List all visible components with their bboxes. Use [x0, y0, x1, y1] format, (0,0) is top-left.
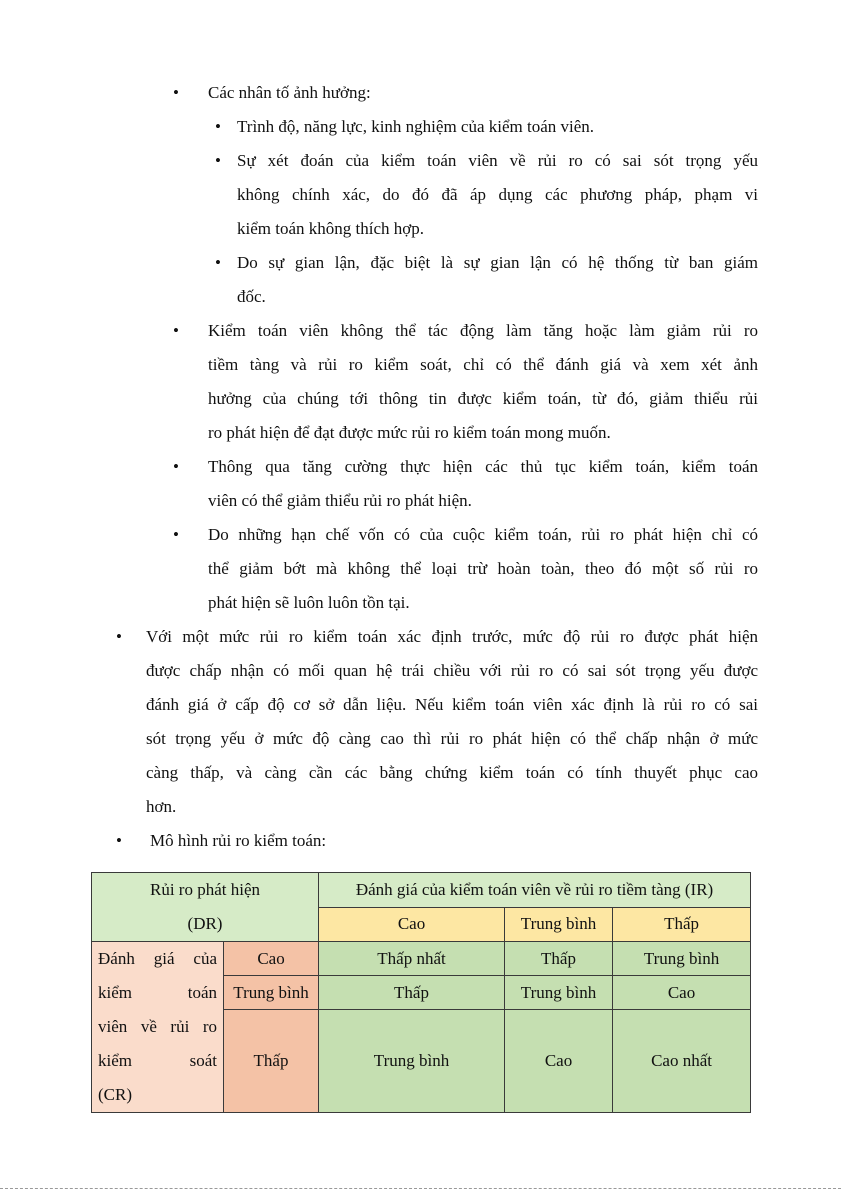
cr-level-high: Cao — [224, 942, 319, 976]
cr-label-line: viên về rủi ro — [98, 1017, 217, 1036]
table-cell: Cao nhất — [613, 1010, 751, 1113]
bullet-icon: • — [215, 151, 221, 170]
table-cell: Thấp — [319, 976, 505, 1010]
factor-item-3-line1: Do sự gian lận, đặc biệt là sự gian lận có hệ thống từ ban giám — [237, 253, 758, 272]
page-footer-divider — [0, 1188, 841, 1189]
table-cell: Trung bình — [505, 976, 613, 1010]
paragraph-5-line5: càng thấp, và càng cần các bằng chứng kiểm toán có tính thuyết phục cao — [146, 763, 758, 782]
bullet-icon: • — [173, 83, 179, 102]
paragraph-3-line2: viên có thể giảm thiểu rủi ro phát hiện. — [208, 491, 472, 510]
table-cell: Thấp nhất — [319, 942, 505, 976]
table-cell: Trung bình — [319, 1010, 505, 1113]
paragraph-3-line1: Thông qua tăng cường thực hiện các thủ tục kiểm toán, kiểm toán — [208, 457, 758, 476]
paragraph-2-line2: tiềm tàng và rủi ro kiểm soát, chỉ có thể đánh giá và xem xét ảnh — [208, 355, 758, 374]
bullet-icon: • — [173, 457, 179, 476]
ir-header: Đánh giá của kiểm toán viên về rủi ro tiềm tàng (IR) — [319, 873, 751, 908]
factor-item-2-line2: không chính xác, do đó đã áp dụng các phương pháp, phạm vi — [237, 185, 758, 204]
factors-heading: Các nhân tố ảnh hưởng: — [208, 83, 371, 102]
bullet-icon: • — [116, 831, 122, 850]
dr-label: Rủi ro phát hiện — [150, 880, 261, 899]
ir-level-high: Cao — [319, 907, 505, 942]
cr-label-line: (CR) — [98, 1085, 132, 1104]
paragraph-5-line1: Với một mức rủi ro kiểm toán xác định trước, mức độ rủi ro được phát hiện — [146, 627, 758, 646]
dr-abbrev: (DR) — [187, 914, 223, 933]
cr-level-medium: Trung bình — [224, 976, 319, 1010]
paragraph-5-line6: hơn. — [146, 797, 177, 816]
factor-item-3-line2: đốc. — [237, 287, 266, 306]
bullet-icon: • — [116, 627, 122, 646]
audit-risk-table — [91, 872, 751, 1113]
paragraph-5-line3: đánh giá ở cấp độ cơ sở dẫn liệu. Nếu kiểm toán viên xác định là rủi ro có sai — [146, 695, 758, 714]
dr-header-cell — [92, 873, 319, 942]
factor-item-2-line1: Sự xét đoán của kiểm toán viên về rủi ro có sai sót trọng yếu — [237, 151, 758, 170]
paragraph-5-line2: được chấp nhận có mối quan hệ trái chiều với rủi ro có sai sót trọng yếu được — [146, 661, 758, 680]
cr-label-line: kiểm toán — [98, 983, 217, 1002]
table-cell: Cao — [505, 1010, 613, 1113]
paragraph-4-line3: phát hiện sẽ luôn luôn tồn tại. — [208, 593, 410, 612]
table-cell: Trung bình — [613, 942, 751, 976]
table-cell: Cao — [613, 976, 751, 1010]
bullet-icon: • — [215, 117, 221, 136]
bullet-icon: • — [173, 525, 179, 544]
paragraph-2-line4: ro phát hiện để đạt được mức rủi ro kiểm toán mong muốn. — [208, 423, 611, 442]
paragraph-5-line4: sót trọng yếu ở mức độ càng cao thì rủi ro phát hiện có thể chấp nhận ở mức — [146, 729, 758, 748]
table-cell: Thấp — [505, 942, 613, 976]
bullet-icon: • — [215, 253, 221, 272]
ir-level-low: Thấp — [613, 907, 751, 942]
factor-item-2-line3: kiểm toán không thích hợp. — [237, 219, 424, 238]
factor-item-1: Trình độ, năng lực, kinh nghiệm của kiểm toán viên. — [237, 117, 595, 136]
cr-level-low: Thấp — [224, 1010, 319, 1113]
cr-label-line: kiểm soát — [98, 1051, 217, 1070]
paragraph-4-line2: thể giảm bớt mà không thể loại trừ hoàn toàn, theo đó một số rủi ro — [208, 559, 758, 578]
bullet-icon: • — [173, 321, 179, 340]
model-heading: Mô hình rủi ro kiểm toán: — [150, 831, 327, 850]
cr-header-cell — [92, 942, 224, 1113]
ir-level-medium: Trung bình — [505, 907, 613, 942]
cr-label-line: Đánh giá của — [98, 949, 217, 968]
paragraph-2-line3: hưởng của chúng tới thông tin được kiểm toán, từ đó, giảm thiểu rủi — [208, 389, 758, 408]
paragraph-2-line1: Kiểm toán viên không thể tác động làm tăng hoặc làm giảm rủi ro — [208, 321, 758, 340]
paragraph-4-line1: Do những hạn chế vốn có của cuộc kiểm toán, rủi ro phát hiện chỉ có — [208, 525, 758, 544]
